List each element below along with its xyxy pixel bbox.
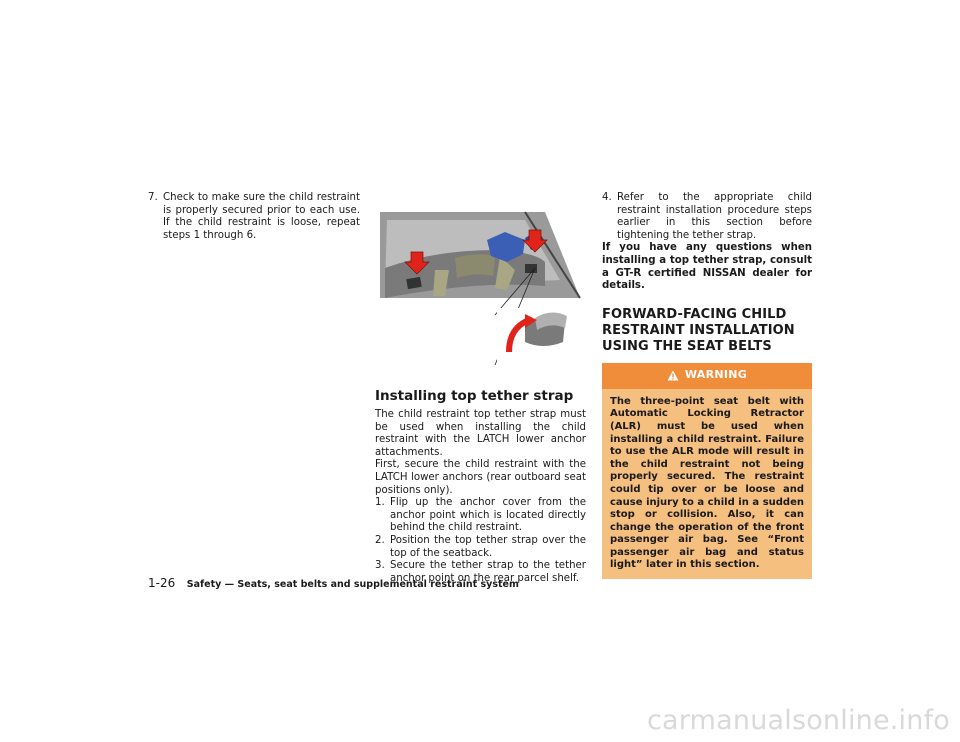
- tether-anchor-illustration: [375, 210, 586, 370]
- column-left: [148, 192, 360, 242]
- step-text: Check to make sure the child restraint is properly secured prior to each use. If the child restraint is loose, repeat steps 1 through 6.: [163, 192, 360, 241]
- step-number: 2.: [375, 534, 385, 546]
- warning-label: WARNING: [684, 368, 748, 382]
- section-heading: FORWARD-FACING CHILD RESTRAINT INSTALLATION USING THE SEAT BELTS: [602, 306, 795, 354]
- warning-text: The three-point seat belt with Automatic Locking Retractor (ALR) must be used when installing a child restraint. Failure to use the ALR mode will result in the child restraint not being properly secured. The restraint could tip over or be loose and cause injury to a child in a sudden stop or collision. Also, it can change the operation of the front passenger air bag. See “Front passenger air bag and status light” later in this section.: [610, 395, 804, 571]
- step-text: Position the top tether strap over the top of the seatback.: [390, 534, 586, 559]
- chapter-title: Safety — Seats, seat belts and supplemental restraint system: [186, 579, 519, 590]
- paragraph-intro: The child restraint top tether strap must be used when installing the child restraint with the LATCH lower anchor attachments.: [375, 409, 586, 458]
- step-number: 4.: [602, 192, 612, 203]
- step-2: [375, 535, 586, 560]
- step-number: 1.: [375, 497, 385, 509]
- page-footer: [148, 576, 519, 590]
- page-number: 1-26: [148, 576, 176, 590]
- warning-triangle-icon: [667, 370, 679, 381]
- dealer-note: If you have any questions when installing a top tether strap, consult a GT-R certified NISSAN dealer for details.: [602, 242, 812, 292]
- step-4: [602, 192, 812, 242]
- step-text: Secure the tether strap to the tether anchor point on the rear parcel shelf.: [390, 560, 586, 584]
- step-7: [148, 192, 360, 242]
- step-1: [375, 497, 586, 535]
- warning-box: [602, 363, 812, 579]
- paragraph-first: First, secure the child restraint with the LATCH lower anchors (rear outboard seat positions only).: [375, 459, 586, 496]
- site-watermark: carmanualsonline.info: [647, 705, 950, 736]
- step-number: 7.: [148, 192, 158, 203]
- step-text: Refer to the appropriate child restraint installation procedure steps earlier in this section before tightening the tether strap.: [617, 192, 812, 241]
- section-subheading: Installing top tether strap: [375, 388, 574, 404]
- step-number: 3.: [375, 560, 385, 572]
- column-right: [602, 192, 812, 579]
- step-text: Flip up the anchor cover from the anchor point which is located directly behind the child restraint.: [390, 497, 586, 534]
- column-middle: [375, 210, 586, 585]
- warning-header: [602, 363, 812, 389]
